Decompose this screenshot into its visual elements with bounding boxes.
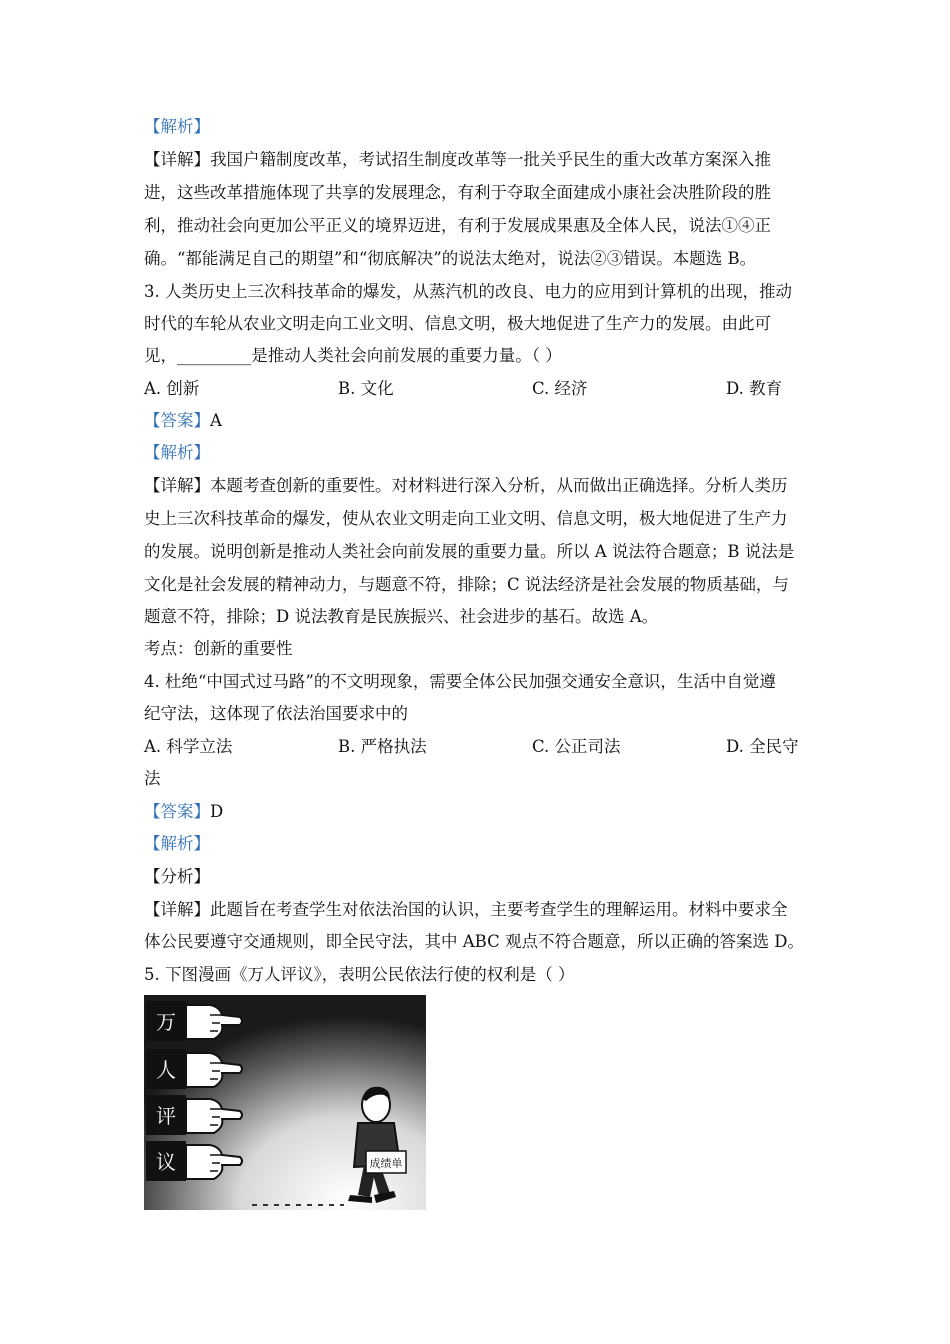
cartoon-char: 人 xyxy=(156,1058,176,1082)
detail-paragraph-line: 体公民要遵守交通规则，即全民守法，其中 ABC 观点不符合题意，所以正确的答案选 D。 xyxy=(144,932,804,951)
detail-paragraph-line: 史上三次科技革命的爆发，使从农业文明走向工业文明、信息文明，极大地促进了生产力 xyxy=(144,509,788,528)
option-b: B. 文化 xyxy=(338,379,394,398)
detail-paragraph-line: 题意不符，排除；D 说法教育是民族振兴、社会进步的基石。故选 A。 xyxy=(144,607,659,626)
option-c: C. 经济 xyxy=(532,379,588,398)
question-3-line: 3. 人类历史上三次科技革命的爆发，从蒸汽机的改良、电力的应用到计算机的出现，推动 xyxy=(144,282,792,301)
detail-paragraph-line: 【详解】我国户籍制度改革，考试招生制度改革等一批关乎民生的重大改革方案深入推 xyxy=(144,150,771,169)
answer-line xyxy=(144,410,814,432)
detail-paragraph-line: 确。“都能满足自己的期望”和“彻底解决”的说法太绝对，说法②③错误。本题选 B。 xyxy=(144,249,757,268)
analysis-tag: 【解析】 xyxy=(144,834,210,853)
option-c: C. 公正司法 xyxy=(532,737,621,756)
option-d-wrap: 法 xyxy=(144,769,161,788)
question-3-line: 时代的车轮从农业文明走向工业文明、信息文明，极大地促进了生产力的发展。由此可 xyxy=(144,314,771,333)
option-d: D. 教育 xyxy=(726,379,783,398)
answer-value: A xyxy=(210,411,222,430)
cartoon-char: 万 xyxy=(156,1010,176,1034)
analyze-tag: 【分析】 xyxy=(144,867,210,886)
detail-paragraph-line: 利，推动社会向更加公平正义的境界迈进，有利于发展成果惠及全体人民，说法①④正 xyxy=(144,216,771,235)
detail-tag: 【详解】 xyxy=(144,476,210,495)
question-3-line: 见，_________是推动人类社会向前发展的重要力量。（ ） xyxy=(144,346,562,365)
analysis-tag: 【解析】 xyxy=(144,443,210,462)
answer-tag: 【答案】 xyxy=(144,411,210,430)
detail-tag: 【详解】 xyxy=(144,150,210,169)
question-5-line: 5. 下图漫画《万人评议》，表明公民依法行使的权利是（ ） xyxy=(144,965,575,984)
option-b: B. 严格执法 xyxy=(338,737,427,756)
question-4-line: 4. 杜绝“中国式过马路”的不文明现象，需要全体公民加强交通安全意识，生活中自觉遵 xyxy=(144,672,776,691)
cartoon-image xyxy=(144,995,426,1210)
detail-tag: 【详解】 xyxy=(144,900,210,919)
detail-paragraph-line: 文化是社会发展的精神动力，与题意不符，排除；C 说法经济是社会发展的物质基础，与 xyxy=(144,575,789,594)
option-a: A. 创新 xyxy=(144,379,200,398)
detail-paragraph-line: 【详解】本题考查创新的重要性。对材料进行深入分析，从而做出正确选择。分析人类历 xyxy=(144,476,788,495)
answer-tag: 【答案】 xyxy=(144,802,210,821)
analysis-tag: 【解析】 xyxy=(144,117,210,136)
exam-point: 考点：创新的重要性 xyxy=(144,639,293,658)
question-4-line: 纪守法，这体现了依法治国要求中的 xyxy=(144,704,408,723)
answer-value: D xyxy=(210,802,224,821)
report-card-label: 成绩单 xyxy=(369,1157,403,1170)
detail-paragraph-line: 【详解】此题旨在考查学生对依法治国的认识，主要考查学生的理解运用。材料中要求全 xyxy=(144,900,788,919)
cartoon-char: 议 xyxy=(156,1150,176,1174)
option-d: D. 全民守 xyxy=(726,737,799,756)
cartoon-char: 评 xyxy=(156,1104,176,1128)
answer-line xyxy=(144,801,814,823)
detail-paragraph-line: 的发展。说明创新是推动人类社会向前发展的重要力量。所以 A 说法符合题意；B 说法是 xyxy=(144,542,795,561)
option-a: A. 科学立法 xyxy=(144,737,233,756)
detail-paragraph-line: 进，这些改革措施体现了共享的发展理念，有利于夺取全面建成小康社会决胜阶段的胜 xyxy=(144,183,771,202)
